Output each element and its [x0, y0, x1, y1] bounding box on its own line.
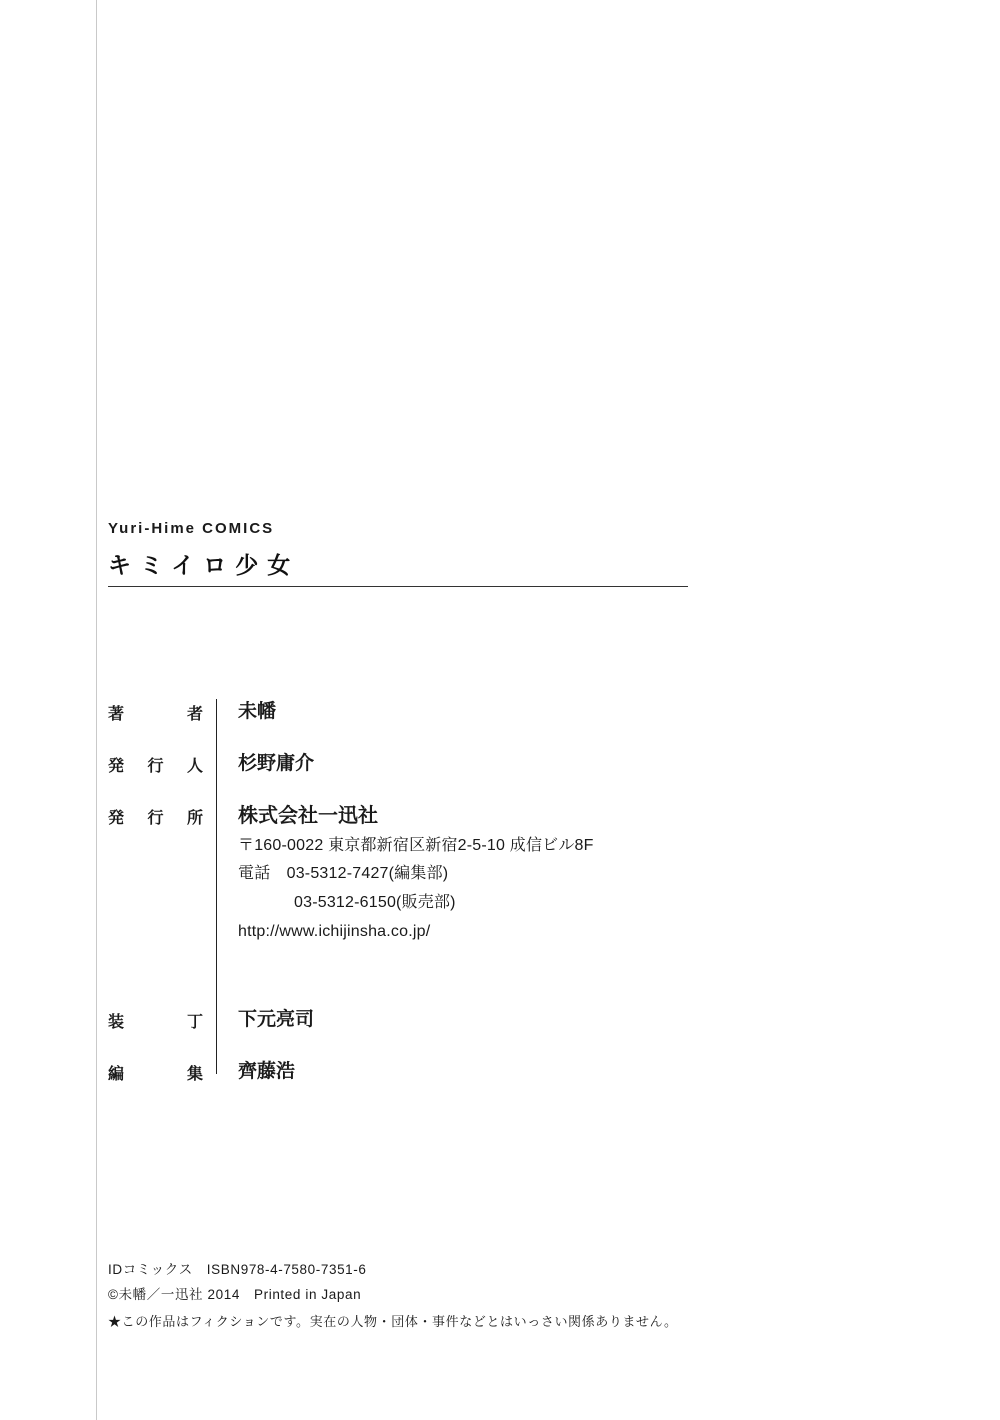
footer-block	[108, 1258, 908, 1334]
credit-label-publisher-person: 発行人	[108, 757, 204, 775]
credit-value-design: 下元亮司	[238, 1009, 315, 1031]
credits-divider-rule	[216, 699, 217, 1074]
publisher-website[interactable]: http://www.ichijinsha.co.jp/	[238, 923, 431, 941]
credit-row	[108, 1007, 908, 1033]
title-block	[108, 553, 908, 587]
page-title: キミイロ少女	[108, 552, 300, 578]
credits-spacer	[108, 971, 908, 1007]
credit-row	[108, 751, 908, 777]
footer-copyright: ©未幡／一迅社 2014 Printed in Japan	[108, 1286, 362, 1302]
credit-label-design: 装丁	[108, 1014, 204, 1032]
credit-row	[108, 699, 908, 725]
credit-label-publisher: 発行所	[108, 809, 204, 827]
title-underline	[108, 586, 688, 587]
credit-value-publisher	[216, 803, 594, 946]
colophon-block	[108, 520, 908, 1110]
footer-isbn: ISBN978-4-7580-7351-6	[206, 1262, 367, 1277]
publisher-phone-sales-text: 03-5312-6150(販売部)	[294, 894, 456, 912]
page-margin-rule	[96, 0, 97, 1420]
credit-row	[108, 803, 908, 946]
credit-row	[108, 1059, 908, 1085]
credit-value-editor: 齊藤浩	[238, 1060, 296, 1082]
publisher-name: 株式会社一迅社	[238, 804, 378, 827]
footer-disclaimer: ★この作品はフィクションです。実在の人物・団体・事件などとはいっさい関係ありません。	[108, 1313, 678, 1329]
footer-isbn-line	[108, 1258, 908, 1283]
credit-value-publisher-person: 杉野庸介	[238, 752, 315, 774]
credit-label-author: 著者	[108, 706, 204, 724]
footer-imprint: IDコミックス	[108, 1262, 193, 1277]
series-label: Yuri-Hime COMICS	[108, 520, 275, 537]
publisher-phone-editorial: 電話 03-5312-7427(編集部)	[238, 865, 449, 883]
publisher-phone-sales	[238, 890, 594, 916]
credit-value-author: 未幡	[238, 701, 277, 723]
credit-label-editor: 編集	[108, 1065, 204, 1083]
credits-table	[108, 699, 908, 1084]
publisher-address: 〒160-0022 東京都新宿区新宿2-5-10 成信ビル8F	[238, 836, 594, 854]
